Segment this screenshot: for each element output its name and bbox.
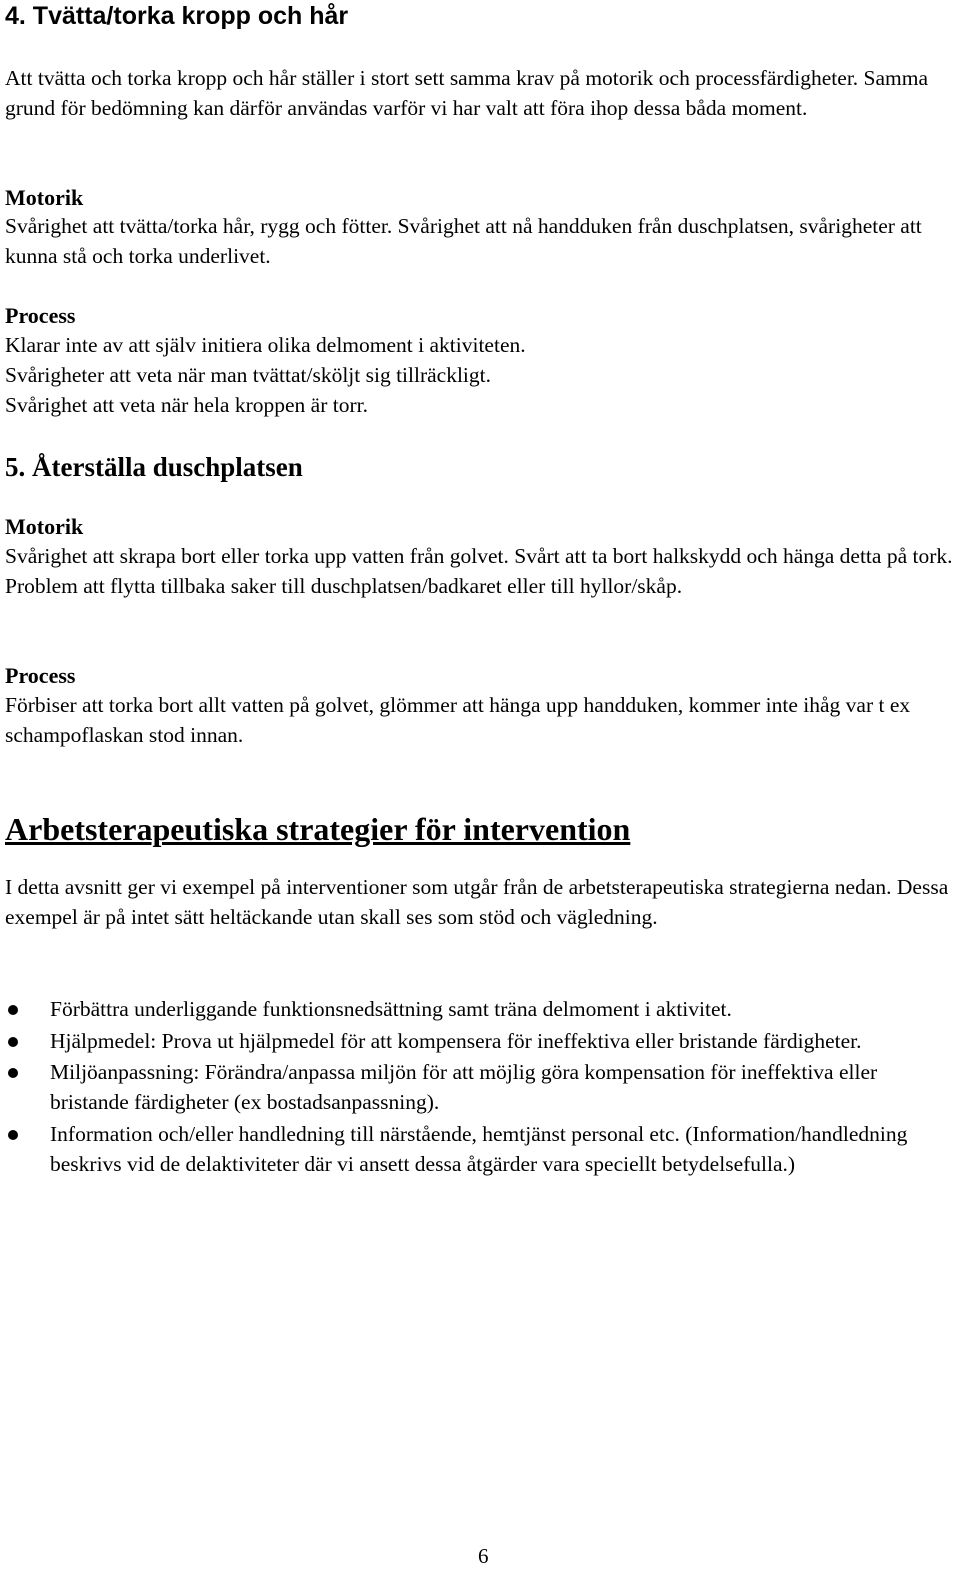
list-item-text: Förbättra underliggande funktionsnedsättning samt träna delmoment i aktivitet. [50, 997, 732, 1021]
section-4-motorik-text: Svårighet att tvätta/torka hår, rygg och fötter. Svårighet att nå handduken från duschplatsen, svårigheter att kunna stå och torka underlivet. [5, 214, 922, 268]
section-5-heading: 5. Återställa duschplatsen [5, 452, 303, 482]
page-number: 6 [478, 1544, 489, 1568]
section-4-motorik-label: Motorik [5, 185, 84, 210]
section-4-process-label: Process [5, 303, 76, 328]
section-4-heading: 4. Tvätta/torka kropp och hår [5, 2, 349, 30]
list-item-text: Hjälpmedel: Prova ut hjälpmedel för att kompensera för ineffektiva eller bristande färdigheter. [50, 1028, 862, 1053]
section-5-motorik-label: Motorik [5, 514, 84, 539]
bullet-icon [8, 1130, 18, 1140]
strategies-list [0, 995, 960, 1181]
list-item-text: Information och/eller handledning till närstående, hemtjänst personal etc. (Information/handledning beskrivs vid de delaktiviteter där vi ansett dessa åtgärder vara speciellt betydelsefulla.) [50, 1121, 908, 1176]
section-4-process-line: Svårighet att veta när hela kroppen är torr. [5, 393, 368, 417]
list-item [0, 995, 955, 1025]
bullet-icon [8, 1068, 18, 1078]
section-4-intro: Att tvätta och torka kropp och hår ställer i stort sett samma krav på motorik och processfärdigheter. Samma grund för bedömning kan därför användas varför vi har valt att föra ihop dessa båda moment. [5, 66, 929, 120]
section-5-motorik-text: Svårighet att skrapa bort eller torka upp vatten från golvet. Svårt att ta bort halkskydd och hänga detta på tork. Problem att flytta tillbaka saker till duschplatsen/badkaret eller till hyllor/skåp. [5, 544, 953, 598]
list-item [0, 1027, 955, 1057]
section-4-process-line: Klarar inte av att själv initiera olika delmoment i aktiviteten. [5, 333, 526, 357]
section-5-process-label: Process [5, 663, 76, 688]
list-item [0, 1058, 955, 1117]
strategies-intro: I detta avsnitt ger vi exempel på interventioner som utgår från de arbetsterapeutiska strategierna nedan. Dessa exempel är på intet sätt heltäckande utan skall ses som stöd och vägledning. [5, 875, 949, 929]
bullet-icon [8, 1005, 18, 1015]
bullet-icon [8, 1037, 18, 1047]
list-item [0, 1120, 955, 1179]
section-4-process-line: Svårigheter att veta när man tvättat/sköljt sig tillräckligt. [5, 363, 492, 387]
strategies-heading: Arbetsterapeutiska strategier för intervention [5, 811, 631, 847]
section-5-process-text: Förbiser att torka bort allt vatten på golvet, glömmer att hänga upp handduken, kommer inte ihåg var t ex schampoflaskan stod innan. [5, 693, 911, 747]
list-item-text: Miljöanpassning: Förändra/anpassa miljön för att möjlig göra kompensation för ineffektiva eller bristande färdigheter (ex bostadsanpassning). [50, 1060, 878, 1115]
